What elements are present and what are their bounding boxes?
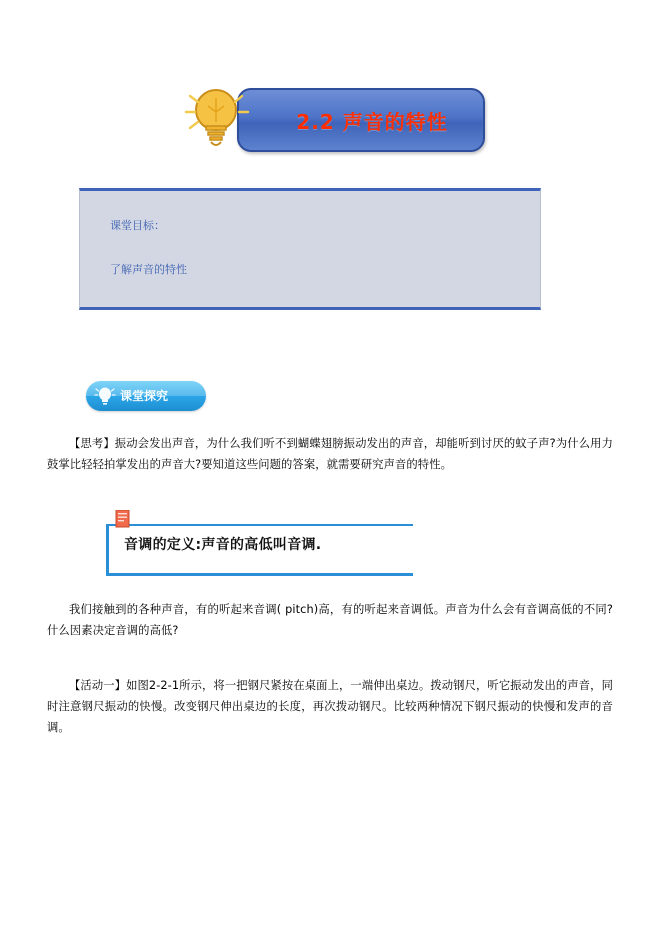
- definition-text: 音调的定义:声音的高低叫音调.: [124, 537, 322, 553]
- lightbulb-icon: [180, 86, 254, 154]
- paragraph-thinking: 【思考】振动会发出声音，为什么我们听不到蝴蝶翅膀振动发出的声音，却能听到讨厌的蚊子声?为什么用力鼓掌比轻轻拍掌发出的声音大?要知道这些问题的答案，就需要研究声音的特性。: [47, 437, 613, 471]
- title-banner: [237, 88, 485, 152]
- definition-left-rule: [106, 524, 109, 574]
- definition-callout: [106, 510, 413, 575]
- objective-box: [79, 188, 541, 310]
- lightbulb-icon: [94, 385, 116, 407]
- definition-top-rule: [106, 524, 413, 526]
- page-title: 2.2 声音的特性: [296, 109, 448, 134]
- definition-bottom-rule: [106, 573, 413, 576]
- section-tag-inquiry: [86, 381, 206, 411]
- section-tag-label: 课堂探究: [120, 389, 169, 403]
- paragraph-activity: 【活动一】如图2-2-1所示，将一把钢尺紧按在桌面上，一端伸出桌边。拨动钢尺，听它振动发出的声音，同时注意钢尺振动的快慢。改变钢尺伸出桌边的长度，再次拨动钢尺。比较两种情况下钢尺振动的快慢和发声的音调。: [47, 679, 613, 734]
- paragraph-pitch: 我们接触到的各种声音，有的听起来音调( pitch)高，有的听起来音调低。声音为什么会有音调高低的不同?什么因素决定音调的高低?: [47, 603, 613, 637]
- objective-item: 了解声音的特性: [110, 262, 187, 276]
- objective-heading: 课堂目标：: [110, 219, 165, 232]
- flag-bookmark-icon: [114, 510, 132, 532]
